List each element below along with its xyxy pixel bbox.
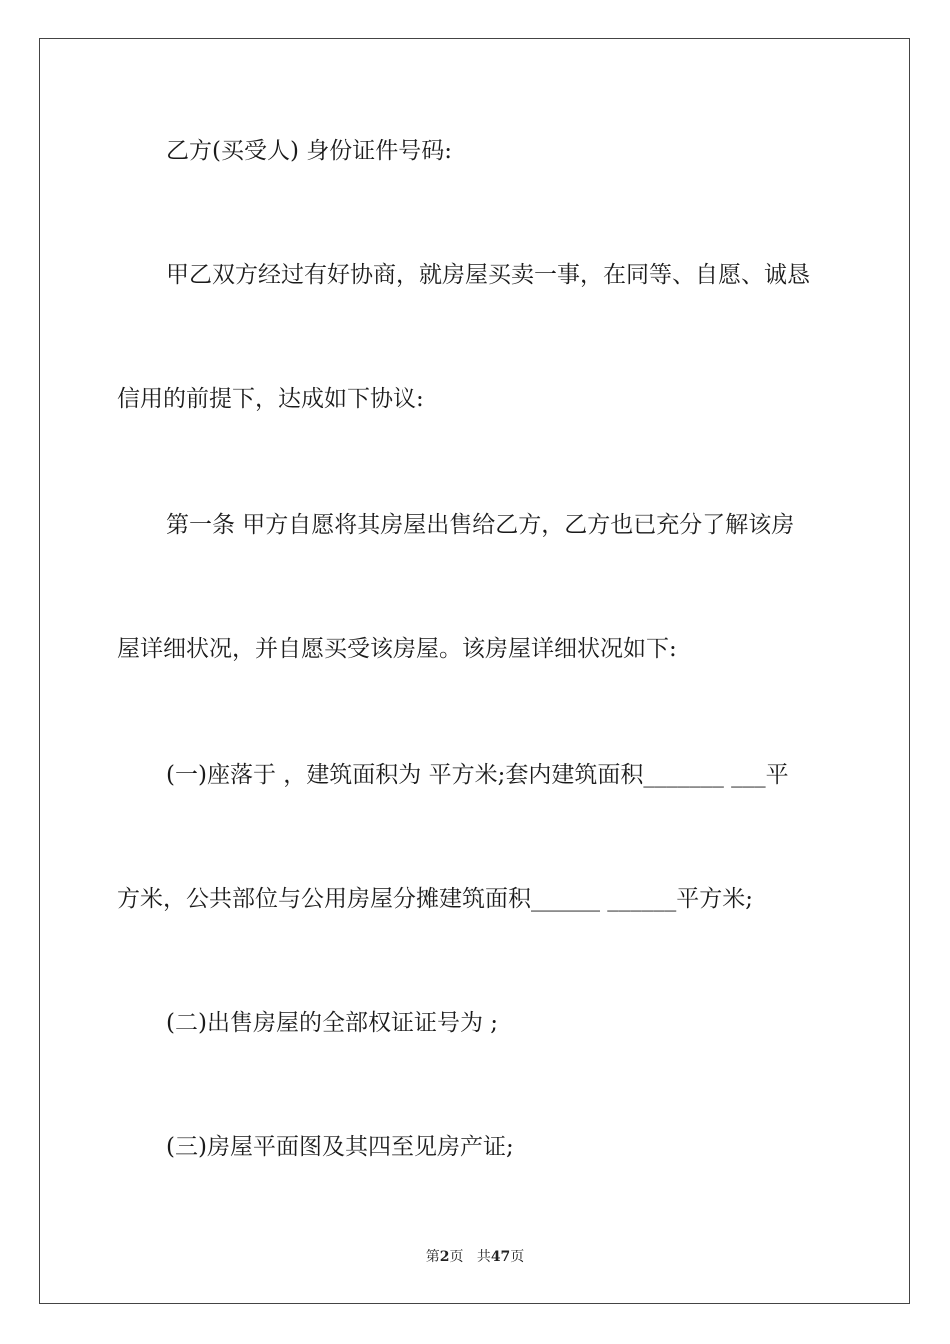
footer-total-prefix: 共 <box>476 1249 491 1265</box>
paragraph-article1-line2: 屋详细状况，并自愿买受该房屋。该房屋详细状况如下: <box>117 636 677 662</box>
footer-page-number: 2 <box>439 1249 450 1265</box>
paragraph-item2: (二)出售房屋的全部权证证号为 ; <box>166 1010 499 1036</box>
paragraph-buyer-id: 乙方(买受人) 身份证件号码: <box>166 138 453 164</box>
paragraph-intro-line1: 甲乙双方经过有好协商，就房屋买卖一事，在同等、自愿、诚恳 <box>166 262 810 288</box>
paragraph-item3: (三)房屋平面图及其四至见房产证; <box>166 1134 514 1160</box>
footer-page-suffix: 页 <box>449 1249 464 1265</box>
footer-total-suffix: 页 <box>510 1249 525 1265</box>
page-footer <box>0 1246 950 1266</box>
footer-total-pages: 47 <box>490 1249 511 1265</box>
paragraph-item1-line2: 方米，公共部位与公用房屋分摊建筑面积______ ______平方米; <box>117 886 754 912</box>
paragraph-item1-line1: (一)座落于 ，建筑面积为 平方米;套内建筑面积_______ ___平 <box>166 762 789 788</box>
page-border <box>39 38 910 1304</box>
paragraph-intro-line2: 信用的前提下，达成如下协议: <box>117 386 424 412</box>
paragraph-article1-line1: 第一条 甲方自愿将其房屋出售给乙方，乙方也已充分了解该房 <box>166 512 795 538</box>
footer-page-prefix: 第 <box>425 1249 440 1265</box>
